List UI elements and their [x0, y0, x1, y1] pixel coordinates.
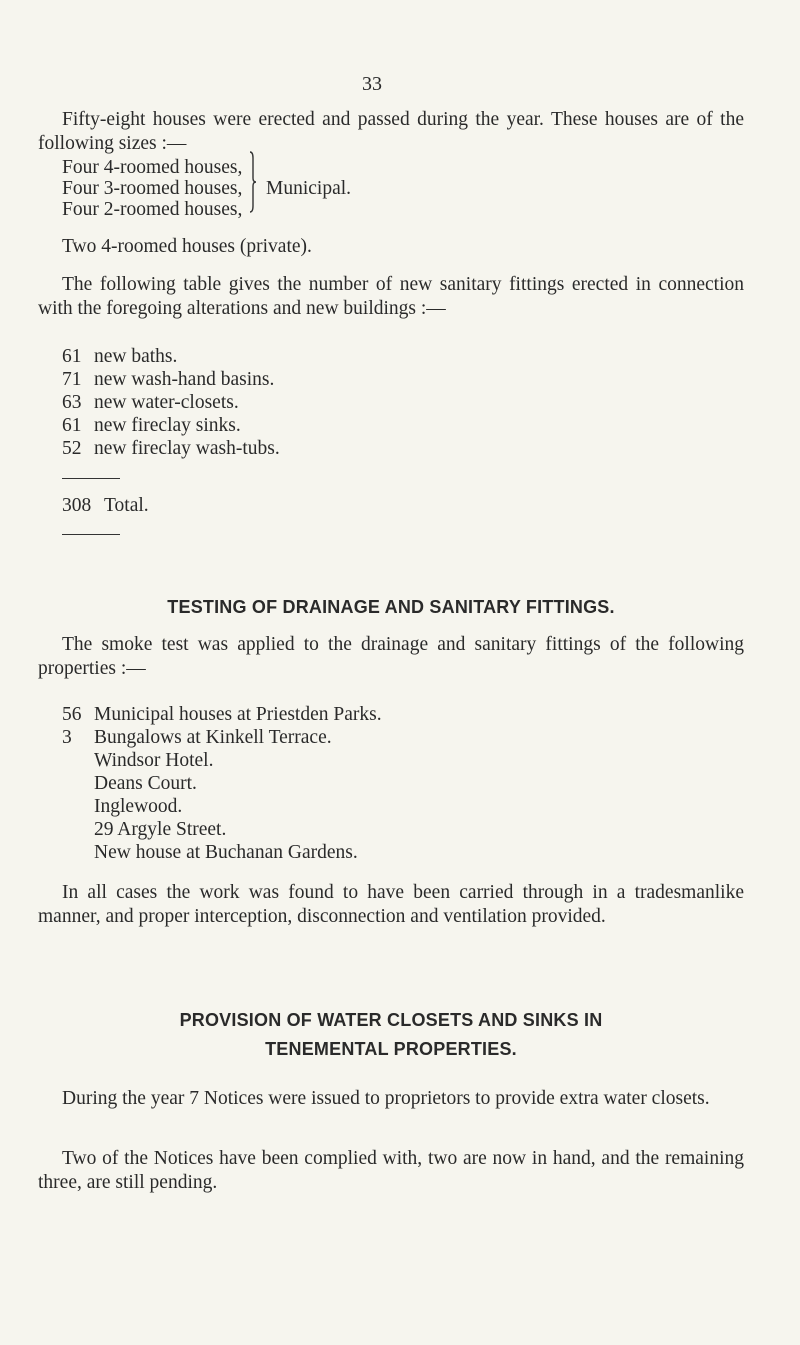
list-item: 52 new fireclay wash-tubs. — [62, 438, 280, 459]
notices-paragraph: During the year 7 Notices were issued to proprietors to provide extra water closets. — [62, 1088, 710, 1109]
list-item: Windsor Hotel. — [94, 750, 214, 771]
cases-paragraph: In all cases the work was found to have been carried through in a tradesmanlike manner, and proper interception, disconnection and ventilation provided. — [38, 882, 744, 927]
list-item: Deans Court. — [94, 773, 197, 794]
divider-rule — [62, 534, 120, 535]
total-row: 308 Total. — [62, 495, 149, 516]
properties-list — [62, 703, 382, 864]
fittings-list — [62, 345, 280, 460]
house-size-line-2: Four 3-roomed houses, — [62, 178, 243, 199]
list-item: 29 Argyle Street. — [94, 819, 227, 840]
municipal-label: Municipal. — [266, 178, 352, 199]
fittings-paragraph: The following table gives the number of new sanitary fittings erected in connection with the foregoing alterations and new buildings :— — [38, 274, 744, 319]
list-item: 61 new baths. — [62, 346, 178, 367]
divider-rule — [62, 478, 120, 479]
intro-paragraph: Fifty-eight houses were erected and passed during the year. These houses are of the following sizes :— — [38, 109, 744, 154]
list-item: 63 new water-closets. — [62, 392, 239, 413]
house-size-line-1: Four 4-roomed houses, — [62, 157, 243, 178]
private-houses-line: Two 4-roomed houses (private). — [62, 236, 312, 257]
provision-heading-line-1: PROVISION OF WATER CLOSETS AND SINKS IN — [179, 1010, 603, 1030]
list-item: Inglewood. — [94, 796, 183, 817]
list-item: 71 new wash-hand basins. — [62, 369, 275, 390]
testing-heading: TESTING OF DRAINAGE AND SANITARY FITTINGS. — [167, 597, 615, 617]
list-item: 61 new fireclay sinks. — [62, 415, 241, 436]
list-item: New house at Buchanan Gardens. — [94, 842, 358, 863]
page-number: 33 — [362, 73, 382, 95]
brace-mark — [248, 150, 256, 214]
list-item: 3 Bungalows at Kinkell Terrace. — [62, 727, 332, 748]
house-size-line-3: Four 2-roomed houses, — [62, 199, 243, 220]
list-item: 56 Municipal houses at Priestden Parks. — [62, 704, 382, 725]
provision-heading-line-2: TENEMENTAL PROPERTIES. — [265, 1039, 517, 1059]
smoke-test-paragraph: The smoke test was applied to the drainage and sanitary fittings of the following properties :— — [38, 634, 744, 679]
complied-paragraph: Two of the Notices have been complied with, two are now in hand, and the remaining three, are still pending. — [38, 1148, 744, 1193]
